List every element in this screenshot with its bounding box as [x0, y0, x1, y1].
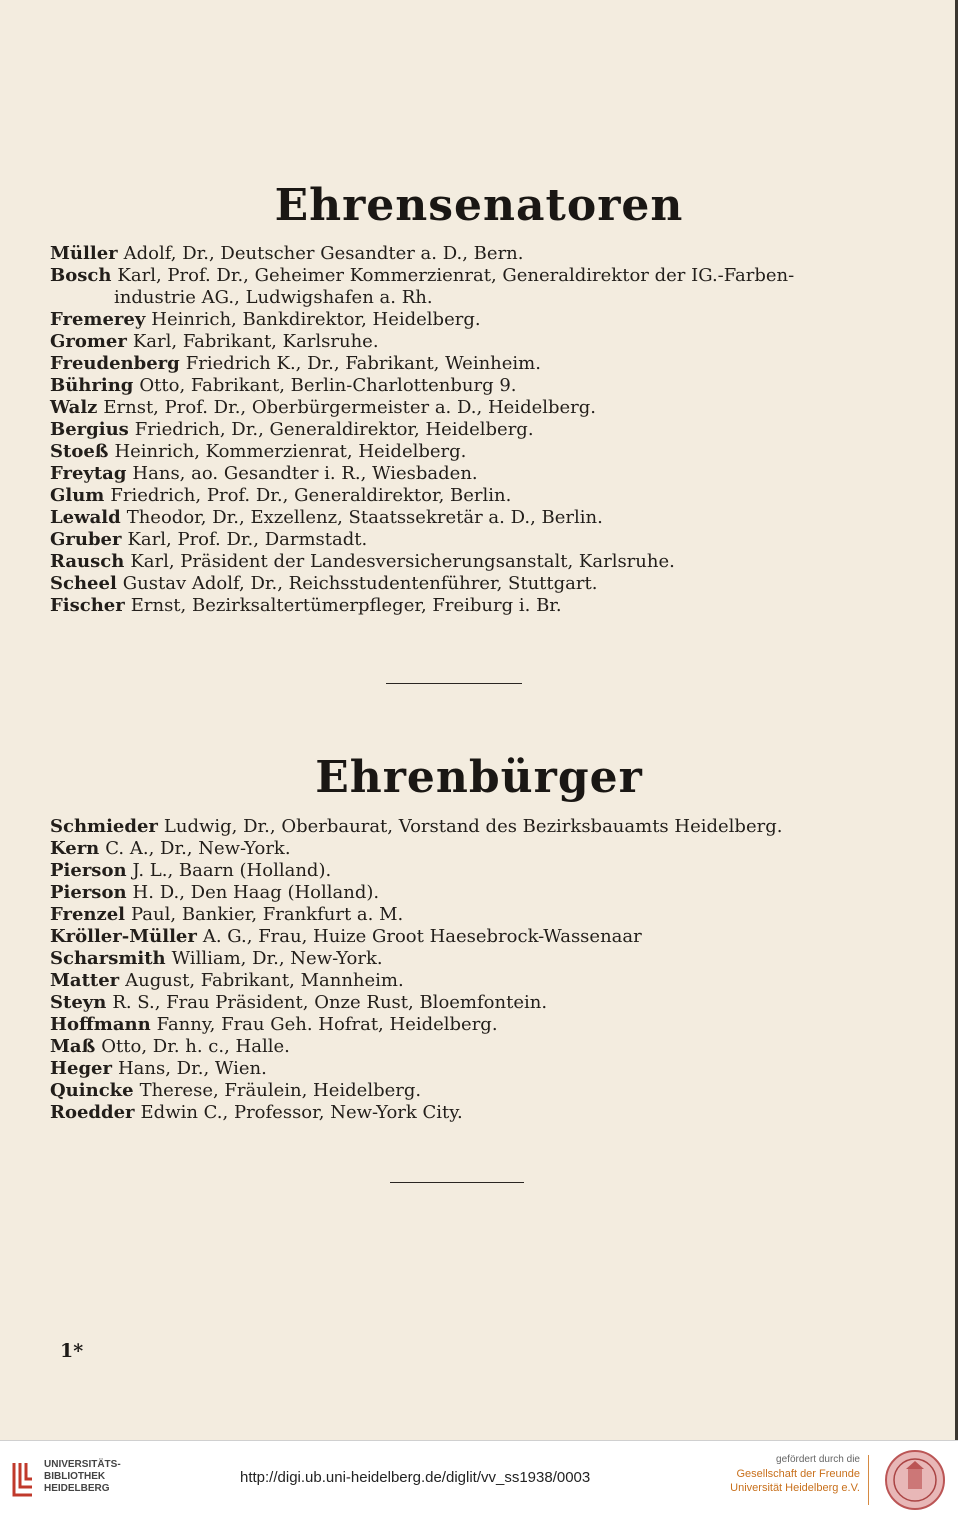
- list-item: [50, 243, 880, 265]
- entry-details: Otto, Dr. h. c., Halle.: [101, 1036, 290, 1057]
- section-heading-ehrenbuerger: Ehrenbürger: [315, 752, 643, 803]
- list-item: [50, 838, 880, 860]
- list-item: [50, 441, 880, 463]
- entry-details: R. S., Frau Präsident, Onze Rust, Bloemfontein.: [112, 992, 548, 1013]
- entry-surname: Freytag: [50, 463, 127, 484]
- entry-details: Edwin C., Professor, New-York City.: [140, 1102, 463, 1123]
- list-item: [50, 309, 880, 331]
- library-logo-icon: [10, 1459, 36, 1499]
- entry-details: William, Dr., New-York.: [171, 948, 383, 969]
- entry-details: A. G., Frau, Huize Groot Haesebrock-Wassenaar: [202, 926, 642, 947]
- entry-surname: Pierson: [50, 860, 127, 881]
- entry-details: J. L., Baarn (Holland).: [132, 860, 332, 881]
- entry-details: Gustav Adolf, Dr., Reichsstudentenführer, Stuttgart.: [122, 573, 598, 594]
- ehrensenatoren-list: [50, 243, 880, 617]
- list-item: [50, 1080, 880, 1102]
- digitization-footer: [0, 1440, 958, 1515]
- entry-details: Karl, Fabrikant, Karlsruhe.: [132, 331, 379, 352]
- entry-surname: Roedder: [50, 1102, 135, 1123]
- list-item: [50, 573, 880, 595]
- list-item: [50, 882, 880, 904]
- entry-details: C. A., Dr., New-York.: [105, 838, 291, 859]
- list-item: [50, 507, 880, 529]
- entry-details: Ernst, Prof. Dr., Oberbürgermeister a. D., Heidelberg.: [103, 397, 597, 418]
- entry-surname: Gruber: [50, 529, 122, 550]
- list-item: [50, 595, 880, 617]
- list-item: [50, 816, 880, 838]
- list-item: [50, 529, 880, 551]
- list-item: [50, 397, 880, 419]
- list-item: [50, 948, 880, 970]
- entry-surname: Scharsmith: [50, 948, 166, 969]
- entry-surname: Lewald: [50, 507, 121, 528]
- list-item: [50, 926, 880, 948]
- list-item: [50, 419, 880, 441]
- entry-details: Heinrich, Kommerzienrat, Heidelberg.: [114, 441, 467, 462]
- entry-surname: Glum: [50, 485, 105, 506]
- entry-surname: Fischer: [50, 595, 125, 616]
- entry-surname: Stoeß: [50, 441, 109, 462]
- list-item: [50, 485, 880, 507]
- entry-surname: Kern: [50, 838, 100, 859]
- entry-surname: Kröller-Müller: [50, 926, 197, 947]
- entry-details: Theodor, Dr., Exzellenz, Staatssekretär a. D., Berlin.: [126, 507, 603, 528]
- list-item: [50, 1036, 880, 1058]
- list-item: [50, 463, 880, 485]
- entry-surname: Hoffmann: [50, 1014, 151, 1035]
- entry-details: Karl, Prof. Dr., Geheimer Kommerzienrat, Generaldirektor der IG.-Farben-: [117, 265, 795, 286]
- library-name: UNIVERSITÄTS- BIBLIOTHEK HEIDELBERG: [44, 1459, 121, 1494]
- entry-surname: Heger: [50, 1058, 112, 1079]
- entry-surname: Pierson: [50, 882, 127, 903]
- entry-continuation: industrie AG., Ludwigshafen a. Rh.: [114, 287, 433, 308]
- list-item: [50, 353, 880, 375]
- entry-surname: Gromer: [50, 331, 127, 352]
- list-item: [50, 860, 880, 882]
- sponsor-text: gefördert durch die Gesellschaft der Freunde Universität Heidelberg e.V.: [730, 1454, 860, 1494]
- entry-surname: Scheel: [50, 573, 117, 594]
- entry-details: Heinrich, Bankdirektor, Heidelberg.: [151, 309, 481, 330]
- list-item: [50, 992, 880, 1014]
- entry-details: Adolf, Dr., Deutscher Gesandter a. D., Bern.: [123, 243, 524, 264]
- permalink-url[interactable]: http://digi.ub.uni-heidelberg.de/diglit/vv_ss1938/0003: [240, 1469, 591, 1486]
- list-item: [50, 375, 880, 397]
- list-item: [50, 331, 880, 353]
- list-item: [50, 1058, 880, 1080]
- section-divider: [386, 683, 522, 684]
- entry-details: Paul, Bankier, Frankfurt a. M.: [131, 904, 404, 925]
- university-seal-icon: [884, 1449, 946, 1511]
- entry-details: Friedrich, Dr., Generaldirektor, Heidelberg.: [134, 419, 534, 440]
- entry-surname: Bergius: [50, 419, 129, 440]
- entry-details: Ludwig, Dr., Oberbaurat, Vorstand des Bezirksbauamts Heidelberg.: [163, 816, 783, 837]
- entry-details: Hans, Dr., Wien.: [117, 1058, 267, 1079]
- entry-surname: Maß: [50, 1036, 96, 1057]
- entry-surname: Fremerey: [50, 309, 146, 330]
- entry-details: H. D., Den Haag (Holland).: [132, 882, 380, 903]
- list-item: [50, 1102, 880, 1124]
- entry-surname: Bühring: [50, 375, 134, 396]
- entry-details: Fanny, Frau Geh. Hofrat, Heidelberg.: [156, 1014, 498, 1035]
- list-item: [50, 551, 880, 573]
- entry-details: August, Fabrikant, Mannheim.: [125, 970, 404, 991]
- entry-surname: Matter: [50, 970, 120, 991]
- entry-details: Therese, Fräulein, Heidelberg.: [139, 1080, 422, 1101]
- entry-surname: Walz: [50, 397, 98, 418]
- list-item: [50, 904, 880, 926]
- entry-surname: Frenzel: [50, 904, 125, 925]
- list-item: [50, 970, 880, 992]
- entry-details: Friedrich K., Dr., Fabrikant, Weinheim.: [185, 353, 541, 374]
- ehrenbuerger-list: [50, 816, 880, 1124]
- footer-divider: [868, 1455, 869, 1505]
- entry-surname: Freudenberg: [50, 353, 180, 374]
- section-divider: [390, 1182, 524, 1183]
- entry-surname: Müller: [50, 243, 118, 264]
- entry-details: Ernst, Bezirksaltertümerpfleger, Freiburg i. Br.: [130, 595, 562, 616]
- entry-details: Hans, ao. Gesandter i. R., Wiesbaden.: [132, 463, 478, 484]
- entry-surname: Quincke: [50, 1080, 134, 1101]
- entry-details: Otto, Fabrikant, Berlin-Charlottenburg 9.: [139, 375, 517, 396]
- list-item: [50, 1014, 880, 1036]
- entry-surname: Bosch: [50, 265, 112, 286]
- page-folio: 1*: [60, 1340, 84, 1362]
- entry-details: Karl, Prof. Dr., Darmstadt.: [127, 529, 368, 550]
- entry-surname: Steyn: [50, 992, 107, 1013]
- section-heading-ehrensenatoren: Ehrensenatoren: [274, 180, 684, 231]
- entry-details: Friedrich, Prof. Dr., Generaldirektor, Berlin.: [110, 485, 512, 506]
- list-item: [50, 265, 880, 309]
- entry-surname: Schmieder: [50, 816, 158, 837]
- entry-surname: Rausch: [50, 551, 125, 572]
- entry-details: Karl, Präsident der Landesversicherungsanstalt, Karlsruhe.: [130, 551, 675, 572]
